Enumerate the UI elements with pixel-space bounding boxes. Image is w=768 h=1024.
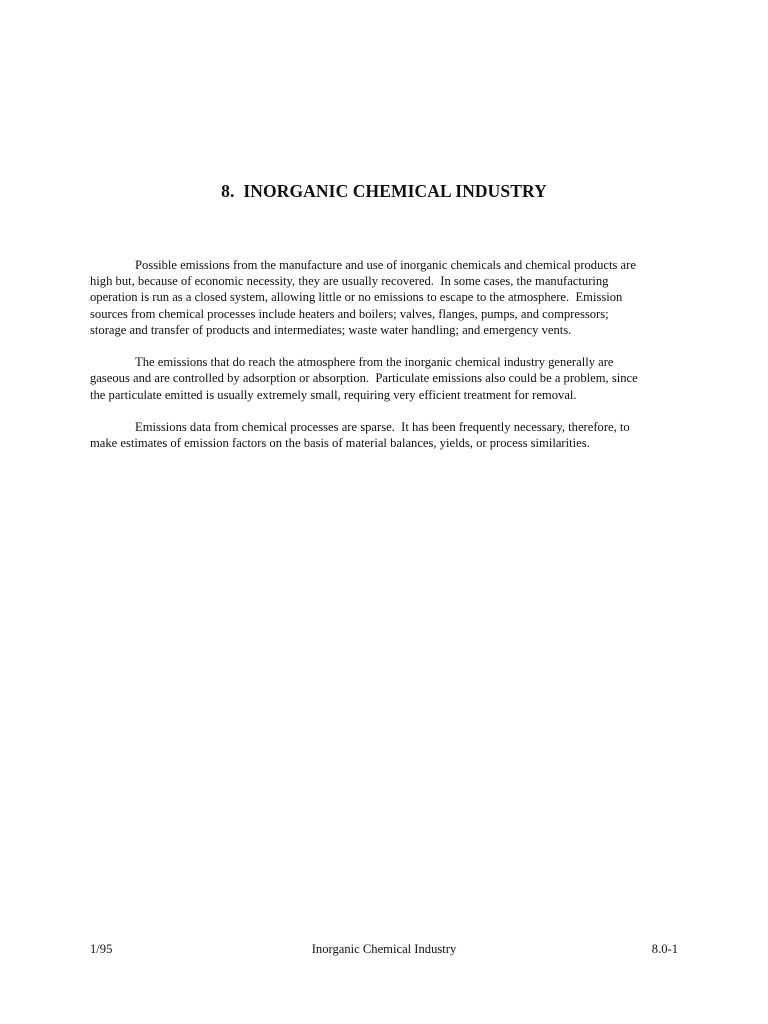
paragraph-line: sources from chemical processes include heaters and boilers; valves, flanges, pumps, and compressors; <box>90 306 609 321</box>
paragraph-line: gaseous and are controlled by adsorption or absorption. Particulate emissions also could be a problem, since <box>90 371 638 386</box>
paragraph-line: storage and transfer of products and intermediates; waste water handling; and emergency vents. <box>90 322 572 337</box>
paragraph-3 <box>90 419 680 451</box>
paragraph-line: high but, because of economic necessity, they are usually recovered. In some cases, the manufacturing <box>90 274 609 289</box>
footer-date: 1/95 <box>90 942 113 956</box>
paragraph-line: the particulate emitted is usually extremely small, requiring very efficient treatment for removal. <box>90 387 577 402</box>
footer-section-title: Inorganic Chemical Industry <box>311 942 457 956</box>
paragraph-line: operation is run as a closed system, allowing little or no emissions to escape to the atmosphere. Emission <box>90 290 623 305</box>
paragraph-line: Emissions data from chemical processes are sparse. It has been frequently necessary, therefore, to <box>135 420 630 434</box>
paragraph-line: Possible emissions from the manufacture and use of inorganic chemicals and chemical products are <box>135 258 636 272</box>
footer-page-number: 8.0-1 <box>651 942 678 956</box>
paragraph-line: The emissions that do reach the atmosphere from the inorganic chemical industry generally are <box>135 355 614 370</box>
body-text <box>90 257 680 468</box>
paragraph-1 <box>90 257 680 338</box>
paragraph-line: make estimates of emission factors on the basis of material balances, yields, or process similarities. <box>90 436 590 451</box>
paragraph-2 <box>90 354 680 403</box>
page-title: 8. INORGANIC CHEMICAL INDUSTRY <box>221 181 547 201</box>
